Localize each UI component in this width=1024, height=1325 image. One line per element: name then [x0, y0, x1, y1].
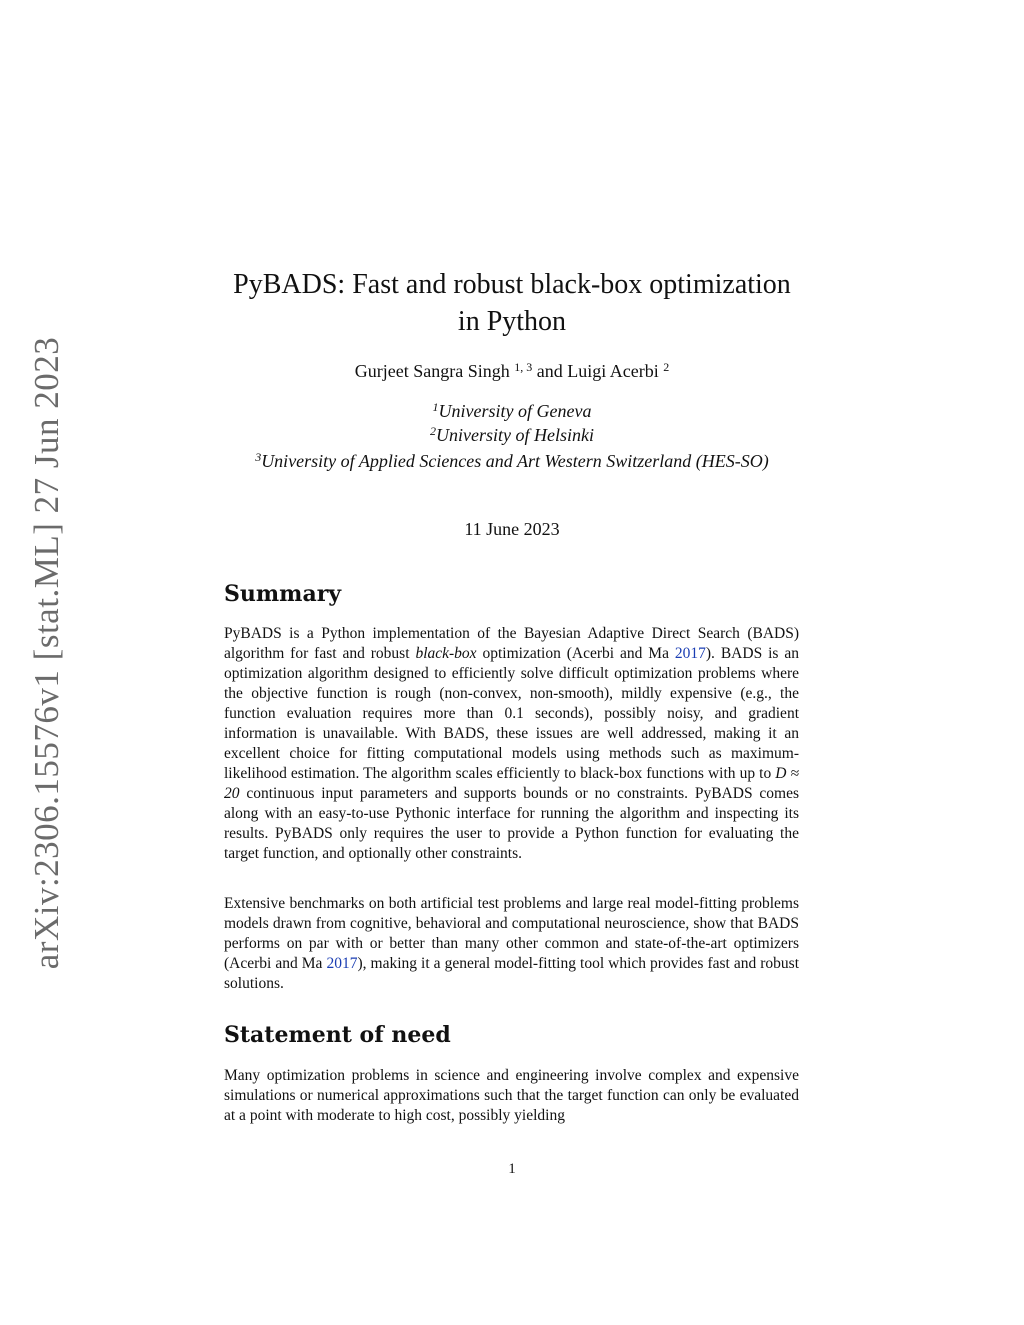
affiliation-marker: 2 — [430, 424, 437, 438]
affiliation-name: University of Geneva — [438, 401, 592, 421]
summary-paragraph-1 — [224, 624, 799, 864]
summary-heading: Summary — [224, 581, 342, 607]
author-name-1: Gurjeet Sangra Singh — [354, 361, 510, 381]
emphasis-text: black-box — [415, 645, 477, 662]
text-run: optimization (Acerbi and Ma — [476, 645, 675, 662]
affiliation-name: University of Helsinki — [436, 425, 594, 445]
author-affiliation-marker-2: 2 — [663, 360, 670, 374]
title-line-1: PyBADS: Fast and robust black-box optimization — [233, 269, 791, 300]
title-line-2: in Python — [457, 306, 567, 337]
text-run: continuous input parameters and supports bounds or no constraints. PyBADS comes along with an easy-to-use Pythonic interface for running the algorithm and inspecting its results. PyBADS only requires the user to provide a Python function for evaluating the target function, and optionally other constraints. — [224, 785, 799, 862]
affiliation-marker: 1 — [432, 400, 439, 414]
arxiv-identifier-stamp — [20, 336, 74, 970]
author-list — [170, 361, 854, 382]
author-name-2: Luigi Acerbi — [567, 361, 659, 381]
citation-link[interactable]: 2017 — [674, 645, 706, 662]
text-run: ), making it a general model-fitting tool which provides fast and robust solutions. — [224, 955, 799, 992]
citation-link[interactable]: 2017 — [326, 955, 358, 972]
text-run: PyBADS is a Python implementation of the Bayesian Adaptive Direct Search (BADS) algorithm for fast and robust — [224, 625, 799, 662]
author-conjunction: and — [532, 361, 568, 381]
affiliation-marker: 3 — [255, 450, 262, 464]
statement-of-need-heading: Statement of need — [224, 1022, 451, 1048]
page-number: 1 — [508, 1161, 516, 1177]
text-run: ). BADS is an optimization algorithm designed to efficiently solve difficult optimization problems where the objective function is rough (non-convex, non-smooth), mildly expensive (e.g., the function evaluation requires more than 0.1 seconds), possibly noisy, and gradient information is unavailable. With BADS, these issues are well addressed, making it an excellent choice for fitting computational models using methods such as maximum-likelihood estimation. The algorithm scales efficiently to black-box functions with up to — [224, 645, 799, 782]
statement-of-need-paragraph: Many optimization problems in science and engineering involve complex and expensive simulations or numerical approximations such that the target function can only be evaluated at a point with moderate to high cost, possibly yielding — [224, 1067, 799, 1124]
author-affiliation-marker-1: 1, 3 — [514, 360, 533, 374]
affiliation-3 — [200, 449, 824, 473]
publication-date: 11 June 2023 — [464, 519, 560, 539]
paper-title — [170, 266, 854, 340]
affiliation-2 — [200, 425, 824, 446]
math-expression: D ≈ 20 — [224, 765, 800, 802]
affiliation-1 — [200, 401, 824, 422]
summary-paragraph-2 — [224, 894, 799, 994]
text-run: Extensive benchmarks on both artificial test problems and large real model-fitting problems models drawn from cognitive, behavioral and computational neuroscience, show that BADS performs on par with or better than many other common and state-of-the-art optimizers (Acerbi and Ma — [224, 895, 799, 972]
affiliation-name: University of Applied Sciences and Art Western Switzerland (HES-SO) — [261, 451, 769, 471]
arxiv-identifier: arXiv:2306.15576v1 [stat.ML] 27 Jun 2023 — [27, 336, 67, 970]
